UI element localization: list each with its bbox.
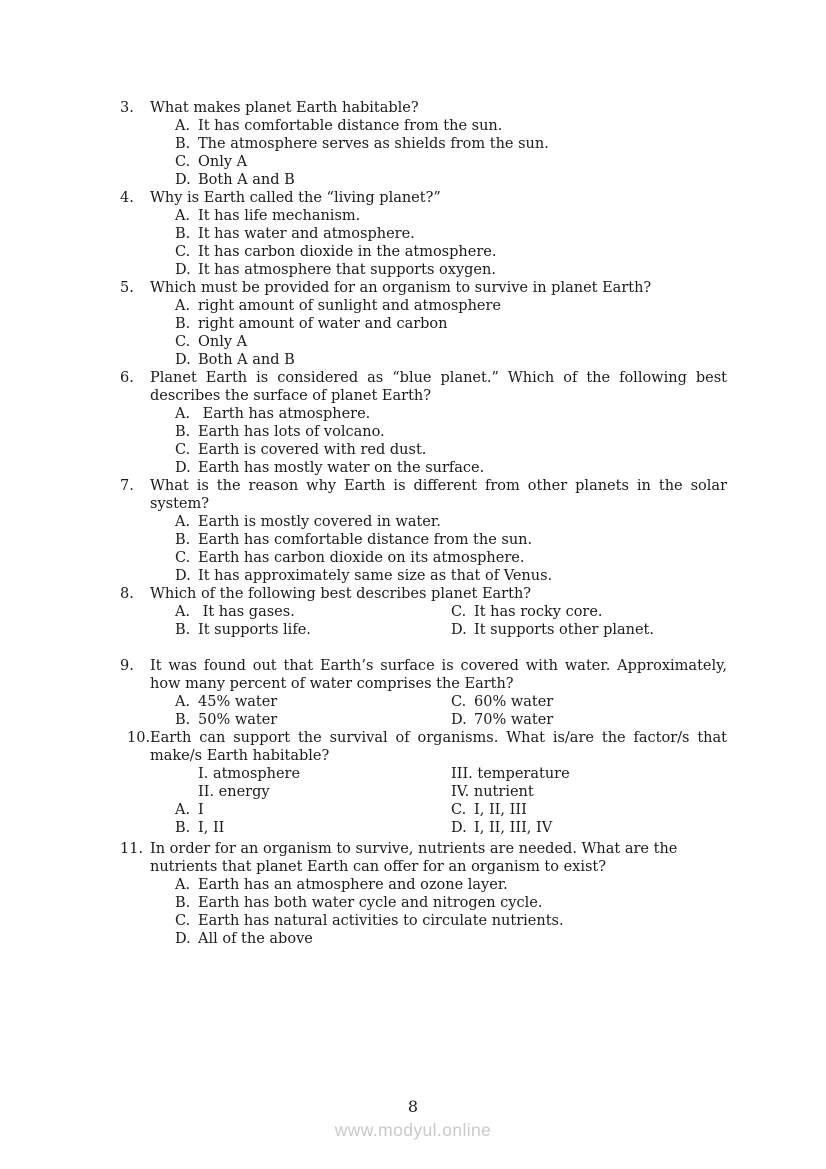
question-body	[150, 279, 727, 369]
option-letter: A.	[175, 208, 191, 224]
option-row	[175, 912, 727, 930]
option-row	[175, 297, 727, 315]
question-text-line: What makes planet Earth habitable?	[150, 100, 419, 116]
option-text: The atmosphere serves as shields from the sun.	[198, 136, 549, 152]
option-row	[175, 423, 727, 441]
option-letter: C.	[175, 244, 191, 260]
option-choice	[175, 513, 727, 531]
option-choice	[175, 912, 727, 930]
option-row	[175, 261, 727, 279]
option-choice	[175, 171, 727, 189]
option-choice	[175, 603, 451, 621]
question-text-line: make/s Earth habitable?	[150, 748, 330, 764]
option-choice	[175, 441, 727, 459]
option-letter: C.	[451, 694, 467, 710]
option-row	[175, 930, 727, 948]
option-letter: B.	[175, 712, 191, 728]
option-text: It has life mechanism.	[198, 208, 361, 224]
option-text: I, II	[198, 820, 225, 836]
option-text: It has approximately same size as that of Venus.	[198, 568, 553, 584]
option-row	[175, 801, 727, 819]
question-number: 3.	[120, 100, 134, 116]
question-text-line: In order for an organism to survive, nutrients are needed. What are the	[150, 841, 678, 857]
roman-item: III. temperature	[451, 766, 570, 782]
option-letter: A.	[175, 298, 191, 314]
question-item	[120, 729, 727, 837]
option-text: Only A	[198, 154, 248, 170]
question-body	[150, 477, 727, 585]
question-text-line: nutrients that planet Earth can offer for an organism to exist?	[150, 859, 607, 875]
option-choice	[451, 621, 727, 639]
roman-item: I. atmosphere	[198, 766, 301, 782]
option-letter: B.	[175, 316, 191, 332]
option-text: Earth has mostly water on the surface.	[198, 460, 485, 476]
option-text: Earth has carbon dioxide on its atmosphere.	[198, 550, 525, 566]
option-text: Earth has an atmosphere and ozone layer.	[198, 877, 508, 893]
roman-item: IV. nutrient	[451, 784, 534, 800]
question-body	[150, 729, 727, 837]
option-letter: D.	[451, 712, 467, 728]
question-number: 7.	[120, 478, 134, 494]
option-row	[175, 441, 727, 459]
option-letter: C.	[451, 802, 467, 818]
option-row	[175, 819, 727, 837]
option-choice	[175, 423, 727, 441]
option-choice	[175, 567, 727, 585]
option-choice	[175, 315, 727, 333]
option-choice	[451, 693, 727, 711]
question-number: 11.	[120, 841, 144, 857]
option-row	[175, 567, 727, 585]
option-row	[175, 405, 727, 423]
option-row	[175, 333, 727, 351]
question-item	[120, 585, 727, 639]
option-text: I, II, III, IV	[474, 820, 553, 836]
option-letter: B.	[175, 226, 191, 242]
question-number: 10.	[127, 730, 151, 746]
option-text: Earth has atmosphere.	[198, 406, 371, 422]
option-row	[175, 621, 727, 639]
option-choice	[175, 621, 451, 639]
option-choice	[175, 225, 727, 243]
option-letter: A.	[175, 877, 191, 893]
option-letter: D.	[451, 820, 467, 836]
option-letter: A.	[175, 694, 191, 710]
option-letter: D.	[175, 460, 191, 476]
option-text: It has rocky core.	[474, 604, 603, 620]
option-row	[175, 603, 727, 621]
option-choice	[175, 711, 451, 729]
option-letter: B.	[175, 136, 191, 152]
question-text-line: system?	[150, 496, 210, 512]
question-body	[150, 99, 727, 189]
option-choice	[175, 459, 727, 477]
option-row	[175, 243, 727, 261]
question-body	[150, 585, 727, 639]
option-text: Earth is mostly covered in water.	[198, 514, 441, 530]
option-row	[175, 711, 727, 729]
question-body	[150, 657, 727, 729]
option-letter: C.	[175, 154, 191, 170]
question-item	[120, 279, 727, 369]
option-text: It supports other planet.	[474, 622, 654, 638]
option-text: Earth has lots of volcano.	[198, 424, 385, 440]
option-row	[175, 351, 727, 369]
option-choice	[175, 135, 727, 153]
option-text: Earth has natural activities to circulate nutrients.	[198, 913, 564, 929]
option-text: I, II, III	[474, 802, 527, 818]
option-letter: A.	[175, 514, 191, 530]
option-row	[175, 117, 727, 135]
option-letter: B.	[175, 895, 191, 911]
option-row	[175, 135, 727, 153]
question-body	[150, 189, 727, 279]
option-choice	[175, 351, 727, 369]
roman-item-row	[198, 765, 727, 783]
option-letter: D.	[451, 622, 467, 638]
option-row	[175, 549, 727, 567]
option-row	[175, 876, 727, 894]
option-choice	[175, 693, 451, 711]
question-item	[120, 657, 727, 729]
option-choice	[175, 207, 727, 225]
option-letter: C.	[175, 442, 191, 458]
option-letter: D.	[175, 172, 191, 188]
option-choice	[451, 603, 727, 621]
option-choice	[175, 876, 727, 894]
option-letter: C.	[451, 604, 467, 620]
option-text: Earth has both water cycle and nitrogen cycle.	[198, 895, 543, 911]
question-text-line: Why is Earth called the “living planet?”	[150, 190, 441, 206]
option-choice	[175, 531, 727, 549]
option-choice	[175, 117, 727, 135]
option-letter: D.	[175, 352, 191, 368]
option-text: It has comfortable distance from the sun.	[198, 118, 503, 134]
question-text-line: It was found out that Earth’s surface is covered with water. Approximately,	[150, 658, 727, 674]
question-item	[120, 369, 727, 477]
option-row	[175, 459, 727, 477]
option-text: Earth has comfortable distance from the sun.	[198, 532, 533, 548]
question-list	[120, 99, 727, 948]
question-number: 4.	[120, 190, 134, 206]
option-text: It supports life.	[198, 622, 311, 638]
option-letter: A.	[175, 406, 191, 422]
option-text: 60% water	[474, 694, 554, 710]
option-row	[175, 531, 727, 549]
question-text-line: how many percent of water comprises the Earth?	[150, 676, 514, 692]
option-choice	[175, 801, 451, 819]
question-text-line: Which must be provided for an organism to survive in planet Earth?	[150, 280, 652, 296]
option-text: I	[198, 802, 204, 818]
option-row	[175, 171, 727, 189]
question-item	[120, 189, 727, 279]
question-text-line: Which of the following best describes planet Earth?	[150, 586, 532, 602]
option-choice	[175, 819, 451, 837]
option-row	[175, 315, 727, 333]
roman-item: II. energy	[198, 784, 270, 800]
option-letter: C.	[175, 550, 191, 566]
option-row	[175, 894, 727, 912]
option-text: It has gases.	[198, 604, 295, 620]
question-text-line: Earth can support the survival of organisms. What is/are the factor/s that	[150, 730, 727, 746]
option-text: All of the above	[198, 931, 313, 947]
option-letter: A.	[175, 604, 191, 620]
option-choice	[451, 711, 727, 729]
option-text: right amount of water and carbon	[198, 316, 448, 332]
option-row	[175, 207, 727, 225]
option-row	[175, 225, 727, 243]
option-choice	[451, 801, 727, 819]
option-row	[175, 513, 727, 531]
option-text: right amount of sunlight and atmosphere	[198, 298, 501, 314]
option-letter: B.	[175, 622, 191, 638]
option-text: Both A and B	[198, 352, 295, 368]
option-text: It has atmosphere that supports oxygen.	[198, 262, 496, 278]
option-letter: B.	[175, 532, 191, 548]
option-text: 50% water	[198, 712, 278, 728]
question-text-line: describes the surface of planet Earth?	[150, 388, 432, 404]
page-number: 8	[407, 1097, 419, 1116]
option-letter: D.	[175, 931, 191, 947]
option-letter: B.	[175, 424, 191, 440]
option-choice	[175, 333, 727, 351]
option-choice	[175, 153, 727, 171]
option-letter: D.	[175, 262, 191, 278]
option-choice	[175, 894, 727, 912]
question-text-line: What is the reason why Earth is different from other planets in the solar	[150, 478, 727, 494]
question-body	[150, 840, 727, 948]
option-text: Earth is covered with red dust.	[198, 442, 427, 458]
question-number: 9.	[120, 658, 134, 674]
option-choice	[175, 549, 727, 567]
question-item	[120, 477, 727, 585]
watermark: www.modyul.online	[334, 1120, 492, 1140]
option-choice	[175, 297, 727, 315]
option-letter: C.	[175, 334, 191, 350]
option-text: Both A and B	[198, 172, 295, 188]
question-item	[120, 99, 727, 189]
option-text: 45% water	[198, 694, 278, 710]
option-letter: A.	[175, 802, 191, 818]
option-row	[175, 693, 727, 711]
option-letter: B.	[175, 820, 191, 836]
question-number: 5.	[120, 280, 134, 296]
option-text: 70% water	[474, 712, 554, 728]
option-choice	[175, 930, 727, 948]
question-text-line: Planet Earth is considered as “blue planet.” Which of the following best	[150, 370, 727, 386]
option-choice	[175, 405, 727, 423]
option-text: It has water and atmosphere.	[198, 226, 415, 242]
roman-item-row	[198, 783, 727, 801]
option-letter: D.	[175, 568, 191, 584]
option-letter: A.	[175, 118, 191, 134]
question-number: 8.	[120, 586, 134, 602]
question-item	[120, 840, 727, 948]
option-choice	[175, 243, 727, 261]
option-text: Only A	[198, 334, 248, 350]
question-number: 6.	[120, 370, 134, 386]
question-body	[150, 369, 727, 477]
option-choice	[175, 261, 727, 279]
option-choice	[451, 819, 727, 837]
option-row	[175, 153, 727, 171]
option-text: It has carbon dioxide in the atmosphere.	[198, 244, 497, 260]
option-letter: C.	[175, 913, 191, 929]
